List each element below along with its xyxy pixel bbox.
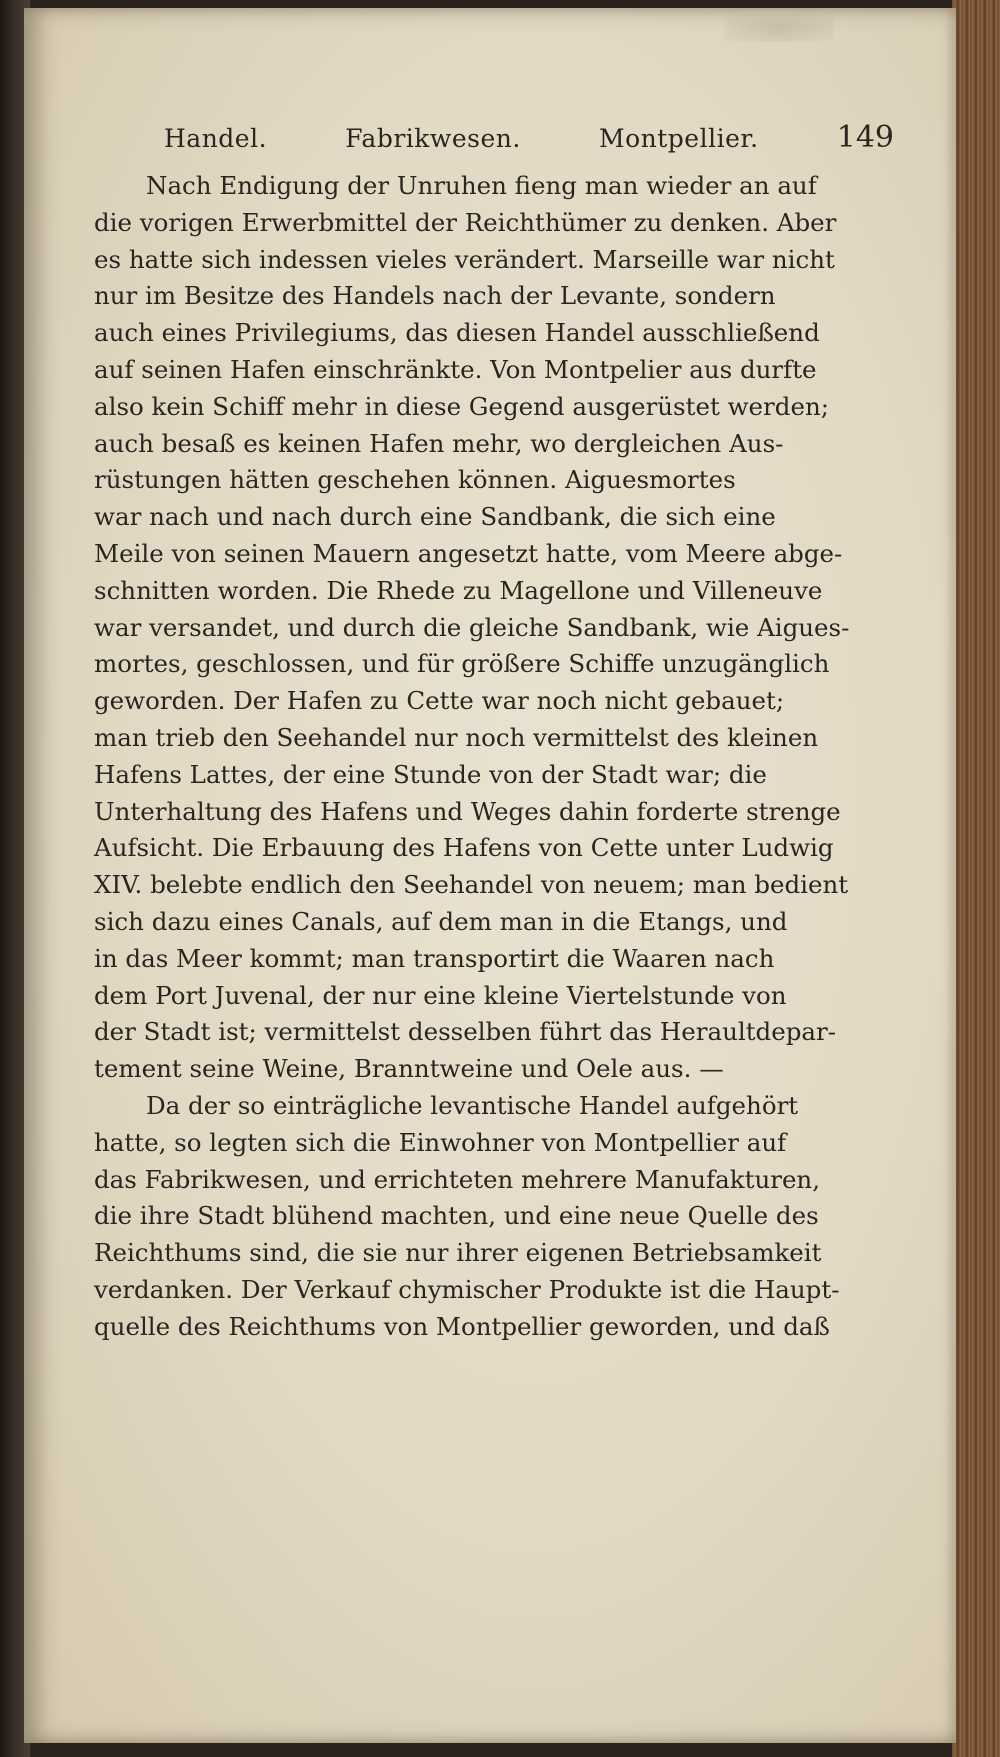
text-line: geworden. Der Hafen zu Cette war noch nicht gebauet;	[94, 686, 785, 716]
text-line: die vorigen Erwerbmittel der Reichthümer zu denken. Aber	[94, 207, 837, 237]
text-line: auch eines Privilegiums, das diesen Handel ausschließend	[94, 318, 820, 348]
text-line: das Fabrikwesen, und errichteten mehrere Manufakturen,	[94, 1164, 821, 1194]
paper-stain	[724, 12, 834, 42]
text-line: mortes, geschlossen, und für größere Schiffe unzugänglich	[94, 649, 830, 679]
text-line: also kein Schiff mehr in diese Gegend ausgerüstet werden;	[94, 391, 829, 421]
page-number: 149	[836, 120, 894, 155]
text-line: nur im Besitze des Handels nach der Levante, sondern	[94, 281, 776, 311]
text-line: rüstungen hätten geschehen können. Aiguesmortes	[94, 465, 736, 495]
running-head-center-left: Fabrikwesen.	[345, 124, 521, 153]
text-line: tement seine Weine, Branntweine und Oele aus. —	[94, 1054, 724, 1084]
running-head-left: Handel.	[164, 124, 268, 153]
text-line: Da der so einträgliche levantische Handel aufgehört	[146, 1090, 799, 1120]
text-line: Aufsicht. Die Erbauung des Hafens von Cette unter Ludwig	[94, 833, 834, 863]
text-line: die ihre Stadt blühend machten, und eine neue Quelle des	[94, 1201, 819, 1231]
running-head	[164, 120, 894, 160]
text-line: sich dazu eines Canals, auf dem man in die Etangs, und	[94, 906, 788, 936]
text-line: es hatte sich indessen vieles verändert. Marseille war nicht	[94, 244, 835, 274]
page-edges	[952, 0, 1000, 1757]
text-line: Hafens Lattes, der eine Stunde von der Stadt war; die	[94, 759, 767, 789]
text-line: verdanken. Der Verkauf chymischer Produkte ist die Haupt-	[94, 1274, 840, 1304]
text-line: Unterhaltung des Hafens und Weges dahin forderte strenge	[94, 796, 841, 826]
text-line: hatte, so legten sich die Einwohner von Montpellier auf	[94, 1127, 787, 1157]
text-line: schnitten worden. Die Rhede zu Magellone und Villeneuve	[94, 575, 823, 605]
text-line: XIV. belebte endlich den Seehandel von neuem; man bedient	[94, 870, 849, 900]
text-line: man trieb den Seehandel nur noch vermittelst des kleinen	[94, 722, 819, 752]
text-line: in das Meer kommt; man transportirt die Waaren nach	[94, 943, 775, 973]
text-line: Nach Endigung der Unruhen fieng man wieder an auf	[146, 171, 817, 200]
text-line: auch besaß es keinen Hafen mehr, wo dergleichen Aus-	[94, 428, 784, 458]
book-page	[24, 8, 956, 1743]
text-line: auf seinen Hafen einschränkte. Von Montpelier aus durfte	[94, 354, 817, 384]
text-line: Reichthums sind, die sie nur ihrer eigenen Betriebsamkeit	[94, 1238, 822, 1268]
text-line: der Stadt ist; vermittelst desselben führt das Heraultdepar-	[94, 1017, 837, 1047]
text-line: dem Port Juvenal, der nur eine kleine Viertelstunde von	[94, 980, 787, 1010]
text-line: quelle des Reichthums von Montpellier geworden, und daß	[94, 1311, 830, 1341]
running-head-center-right: Montpellier.	[599, 124, 759, 153]
body-text	[94, 168, 854, 1346]
text-line: war versandet, und durch die gleiche Sandbank, wie Aigues-	[94, 612, 850, 642]
text-line: Meile von seinen Mauern angesetzt hatte, vom Meere abge-	[94, 538, 843, 568]
text-line: war nach und nach durch eine Sandbank, die sich eine	[94, 502, 776, 532]
